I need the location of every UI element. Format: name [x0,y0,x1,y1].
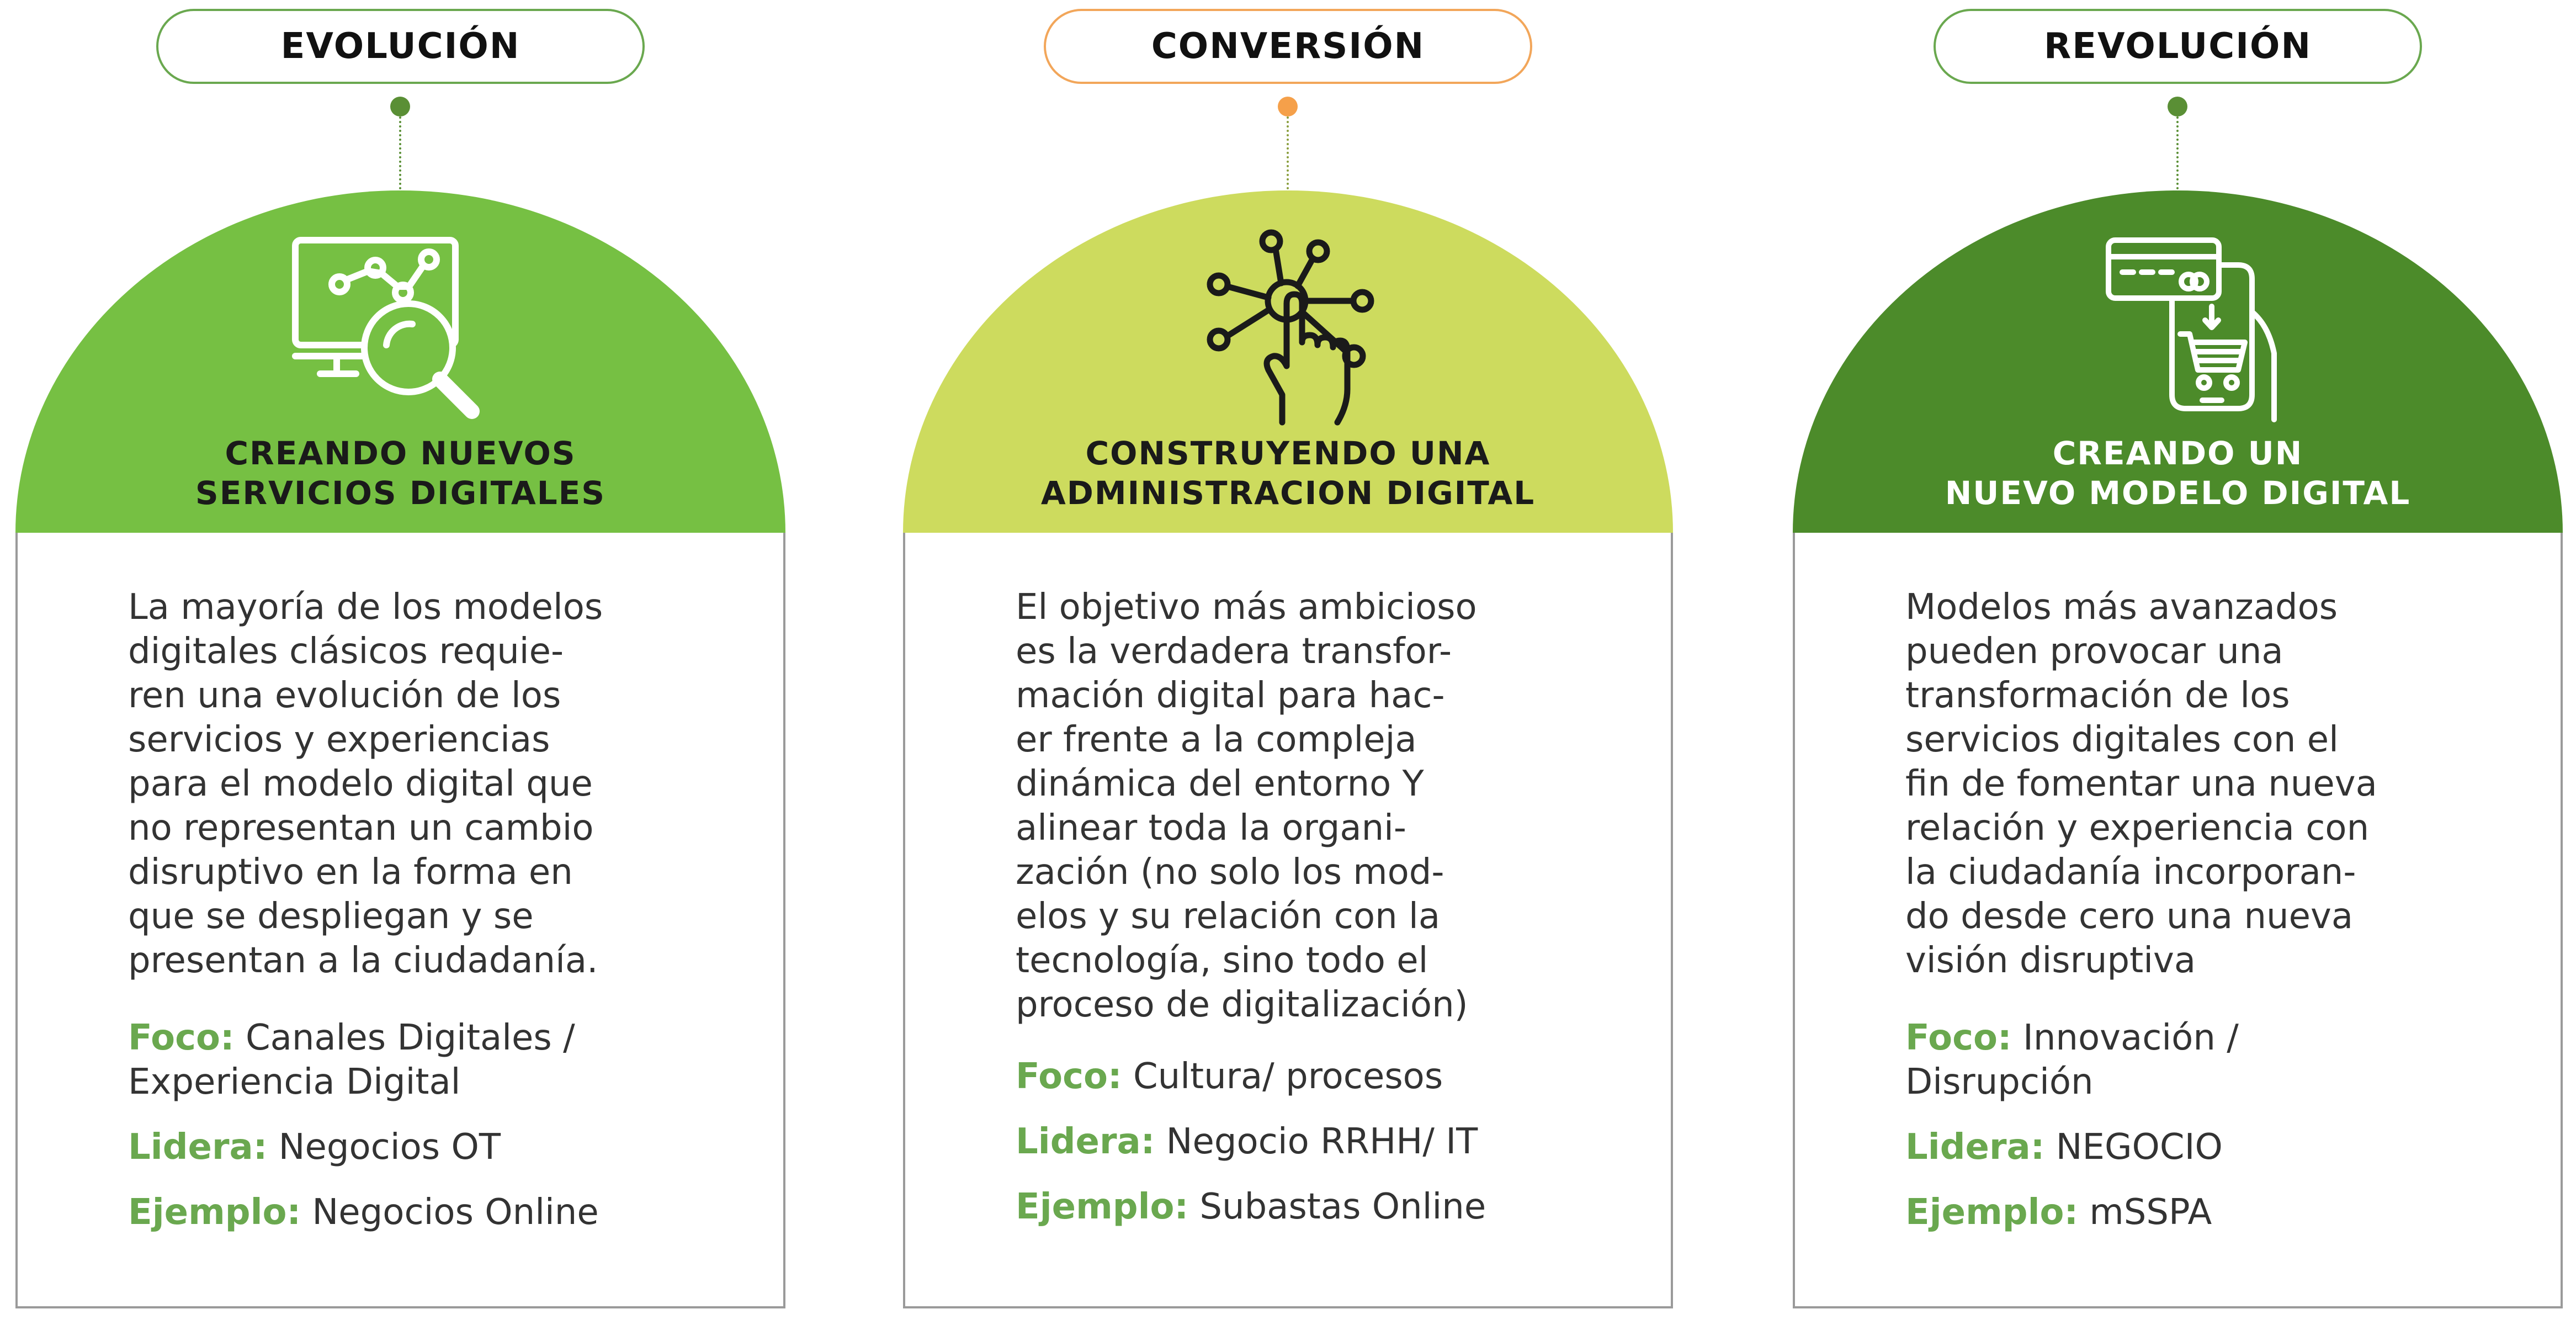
example-label: Ejemplo: [1016,1186,1189,1227]
subtitle-line: CREANDO UN [2052,434,2303,472]
mobile-shopping-card-icon [2062,229,2293,428]
description-line: dinámica del entorno Y [1016,764,1424,804]
column-subtitle [903,433,1673,513]
dotted-connector [1287,116,1289,194]
focus-value-cont: Disrupción [1905,1062,2094,1103]
description-line: relación y experiencia con [1905,808,2370,849]
example-row [1016,1185,1650,1229]
description-line: servicios digitales con el [1905,719,2339,760]
subtitle-line: NUEVO MODELO DIGITAL [1945,474,2411,512]
dotted-connector [399,116,401,194]
lead-label: Lidera: [1016,1121,1155,1162]
example-label: Ejemplo: [1905,1192,2079,1233]
description-line: Modelos más avanzados [1905,587,2338,628]
connector-dot [1278,97,1298,116]
focus-value-cont: Experiencia Digital [128,1062,461,1103]
description-card [903,533,1673,1308]
description-card [1793,533,2563,1308]
description-line: proceso de digitalización) [1016,984,1468,1025]
lead-row [128,1125,763,1169]
example-value: mSSPA [2089,1192,2212,1233]
description-line: disruptivo en la forma en [128,852,573,893]
example-value: Negocios Online [312,1192,599,1233]
column-revolucion [1793,0,2563,1325]
description-line: visión disruptiva [1905,940,2196,981]
meta-block [128,1016,763,1234]
stage-pill-conversion: CONVERSIÓN [1044,9,1532,84]
description-line: digitales clásicos requie- [128,631,564,672]
description-line: er frente a la compleja [1016,719,1417,760]
lead-row [1016,1120,1650,1164]
monitor-analytics-magnifier-icon [284,229,516,428]
description-line: que se despliegan y se [128,896,534,937]
description-line: alinear toda la organi- [1016,808,1406,849]
focus-label: Foco: [1905,1017,2012,1058]
description-line: para el modelo digital que [128,764,593,804]
column-conversion [903,0,1673,1325]
focus-label: Foco: [128,1017,235,1058]
subtitle-line: ADMINISTRACION DIGITAL [1040,474,1536,512]
description-line: no representan un cambio [128,808,594,849]
lead-value: Negocios OT [278,1127,501,1168]
focus-row [1016,1054,1650,1099]
description-line: fin de fomentar una nueva [1905,764,2377,804]
meta-block [1016,1054,1650,1229]
description-line: El objetivo más ambicioso [1016,587,1477,628]
focus-value: Innovación / [2022,1017,2239,1058]
description-line: mación digital para hac- [1016,675,1445,716]
focus-label: Foco: [1016,1056,1122,1097]
description-line: servicios y experiencias [128,719,550,760]
example-row [1905,1190,2540,1234]
focus-row [128,1016,763,1104]
description-line: es la verdadera transfor- [1016,631,1452,672]
description-line: do desde cero una nueva [1905,896,2354,937]
focus-value: Canales Digitales / [245,1017,575,1058]
stage-pill-revolucion: REVOLUCIÓN [1934,9,2422,84]
dotted-connector [2176,116,2179,194]
description-line: La mayoría de los modelos [128,587,603,628]
description-text [128,585,763,983]
focus-row [1905,1016,2540,1104]
description-line: transformación de los [1905,675,2290,716]
description-line: elos y su relación con la [1016,896,1441,937]
meta-block [1905,1016,2540,1234]
description-line: presentan a la ciudadanía. [128,940,598,981]
stage-pill-evolucion: EVOLUCIÓN [156,9,645,84]
description-line: tecnología, sino todo el [1016,940,1428,981]
column-subtitle [15,433,785,513]
focus-value: Cultura/ procesos [1133,1056,1443,1097]
description-line: pueden provocar una [1905,631,2283,672]
column-evolucion [15,0,785,1325]
example-row [128,1190,763,1234]
lead-value: NEGOCIO [2056,1127,2223,1168]
hand-touch-network-icon [1172,229,1404,428]
description-text [1905,585,2540,983]
subtitle-line: CREANDO NUEVOS [225,434,576,472]
lead-label: Lidera: [1905,1127,2045,1168]
description-line: ren una evolución de los [128,675,561,716]
example-value: Subastas Online [1199,1186,1486,1227]
example-label: Ejemplo: [128,1192,301,1233]
description-card [15,533,785,1308]
description-line: zación (no solo los mod- [1016,852,1444,893]
description-line: la ciudadanía incorporan- [1905,852,2356,893]
lead-row [1905,1125,2540,1169]
connector-dot [2168,97,2187,116]
lead-value: Negocio RRHH/ IT [1166,1121,1478,1162]
connector-dot [390,97,410,116]
subtitle-line: SERVICIOS DIGITALES [195,474,606,512]
column-subtitle [1793,433,2563,513]
lead-label: Lidera: [128,1127,268,1168]
description-text [1016,585,1650,1027]
subtitle-line: CONSTRUYENDO UNA [1085,434,1491,472]
